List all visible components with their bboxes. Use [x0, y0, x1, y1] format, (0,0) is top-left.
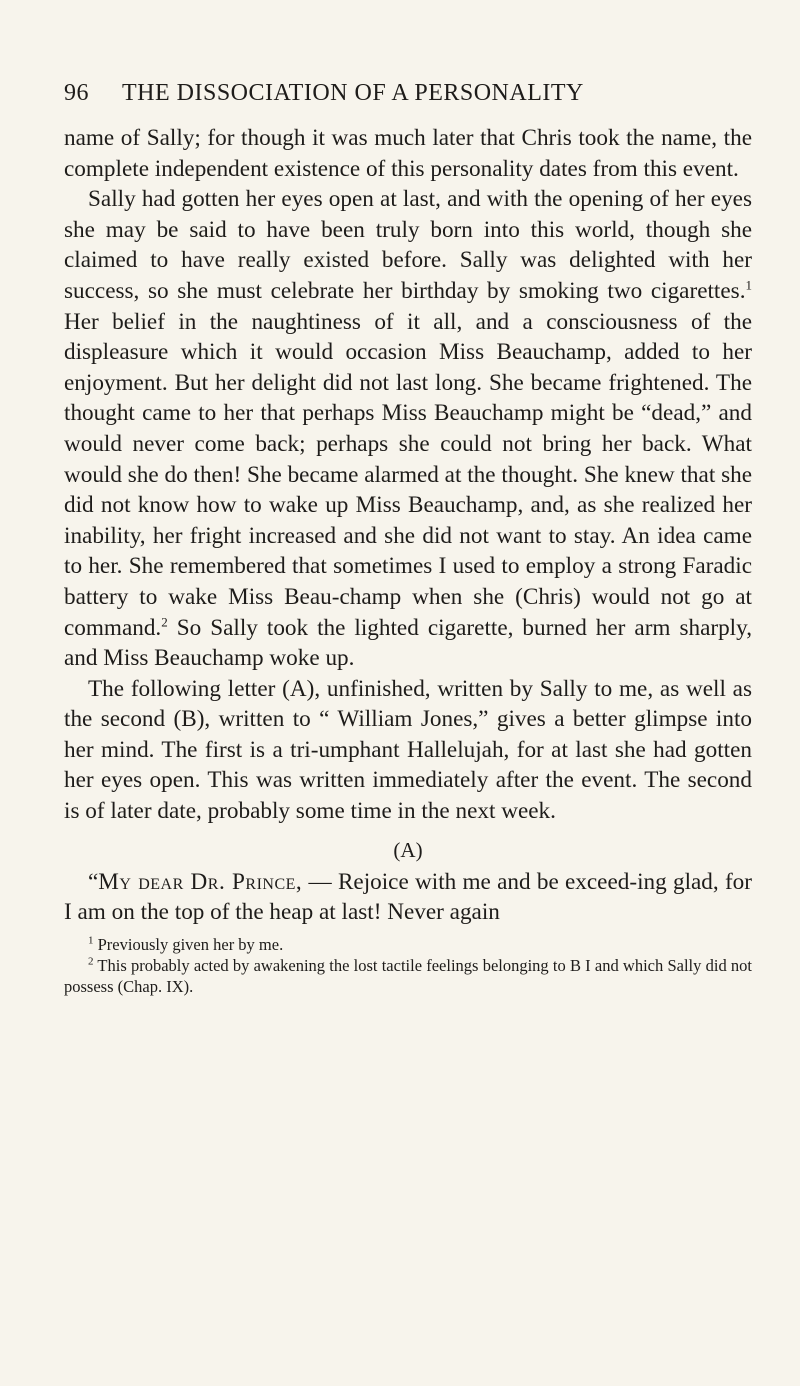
- footnote-ref-1: 1: [745, 277, 752, 293]
- letter-salutation: My dear Dr. Prince,: [98, 868, 303, 895]
- letter-opening: “My dear Dr. Prince, — Rejoice with me and be exceed-ing glad, for I am on the top of the heap at last! Never again: [64, 868, 752, 926]
- paragraph-letters-intro: The following letter (A), unfinished, written by Sally to me, as well as the second (B), written to “ William Jones,” gives a better glimpse into her mind. The first is a tri-umphant Hallelujah, for at last she had gotten her eyes open. This was written immediately after the event. The second is of later date, probably some time in the next week.: [64, 675, 752, 825]
- running-title: THE DISSOCIATION OF A PERSONALITY: [122, 80, 584, 106]
- book-page: [64, 80, 752, 997]
- page-number: 96: [64, 80, 89, 106]
- footnotes: [64, 934, 752, 997]
- letter-body: — Rejoice with me and be exceed-ing glad, for I am on the top of the heap at last! Never again: [64, 868, 752, 926]
- paragraph-belief: Her belief in the naughtiness of it all, and a consciousness of the displeasure which it would occasion Miss Beauchamp, added to her enjoyment. But her delight did not last long. She became frightened. The thought came to her that perhaps Miss Beauchamp might be “dead,” and would never come back; perhaps she could not bring her back. What would she do then! She became alarmed at the thought. She knew that she did not know how to wake up Miss Beauchamp, and, as she realized her inability, her fright increased and she did not want to stay. An idea came to her. She remembered that sometimes I used to employ a strong Faradic battery to wake Miss Beau-champ when she (Chris) would not go at command.: [64, 308, 752, 641]
- footnote-1: $^1$ Previously given her by me.: [88, 934, 284, 954]
- paragraph-sally-eyes: Sally had gotten her eyes open at last, and with the opening of her eyes she may be said to have been truly born into this world, though she claimed to have really existed before. Sally was delighted with her success, so she must celebrate her birthday by smoking two cigarettes.$^1$ Her belief in the naughtiness of it all, and a consciousness of the displeasure which it would occasion Miss Beauchamp, added to her enjoyment. But her delight did not last long. She became frightened. The thought came to her that perhaps Miss Beauchamp might be “dead,” and would never come back; perhaps she could not bring her back. What would she do then! She became alarmed at the thought. She knew that she did not know how to wake up Miss Beauchamp, and, as she realized her inability, her fright increased and she did not want to stay. An idea came to her. She remembered that sometimes I used to employ a strong Faradic battery to wake Miss Beau-champ when she (Chris) would not go at command.$^2$ So Sally took the lighted cigarette, burned her arm sharply, and Miss Beauchamp woke up.: [64, 186, 752, 672]
- footnote-2: $^2$ This probably acted by awakening the lost tactile feelings belonging to B I and which Sally did not possess (Chap. IX).: [64, 955, 752, 996]
- letter-a: [64, 867, 752, 928]
- footnote-ref-2: 2: [161, 613, 168, 629]
- running-header: [64, 80, 752, 107]
- body-text: [64, 123, 752, 827]
- paragraph-continuation: name of Sally; for though it was much later that Chris took the name, the complete independent existence of this personality dates from this event.: [64, 125, 752, 182]
- paragraph-cigarette: So Sally took the lighted cigarette, burned her arm sharply, and Miss Beauchamp woke up.: [64, 614, 752, 672]
- letter-section-label: (A): [393, 837, 423, 862]
